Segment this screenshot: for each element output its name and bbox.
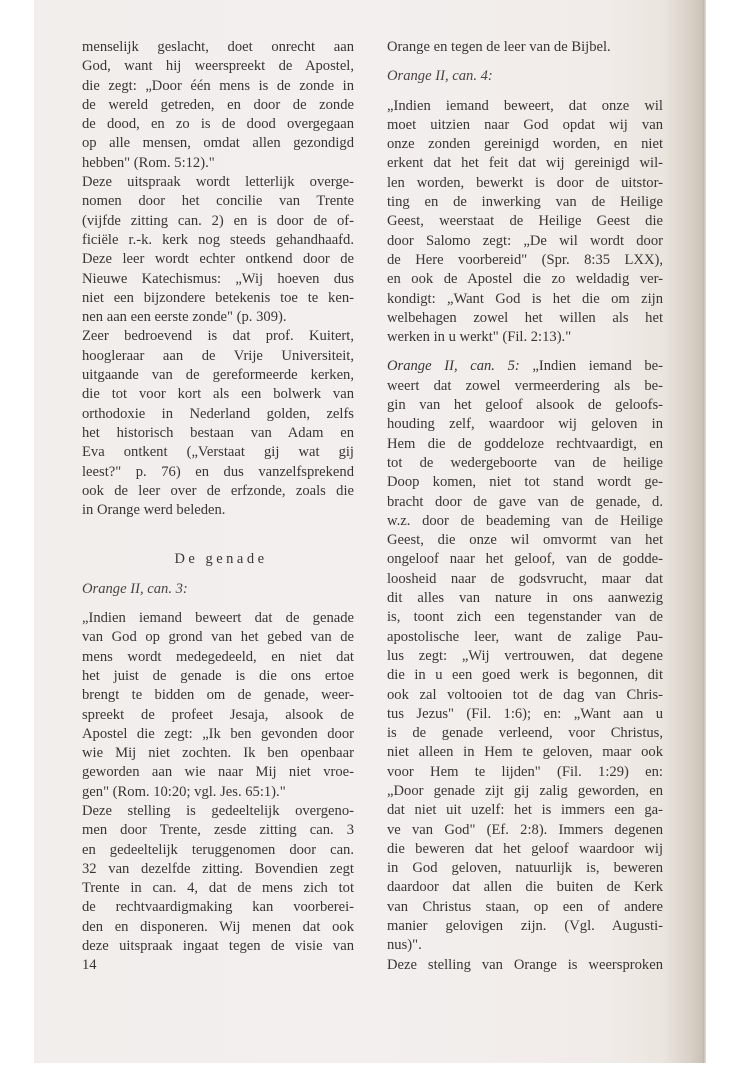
text-line: Deze uitspraak wordt letterlijk overge- [82, 174, 354, 191]
text-line: door Salomo zegt: „De wil wordt door [387, 232, 663, 249]
text-line: op alle mensen, omdat allen gezondigd [82, 135, 354, 152]
canon-label-3: Orange II, can. 3: [82, 580, 188, 597]
text-line: gen" (Rom. 10:20; vgl. Jes. 65:1)." [82, 783, 286, 800]
text-line: Eva ontkent („Verstaat gij wat gij [82, 444, 354, 461]
text-line: apostolische leer, want de zalige Pau- [387, 628, 663, 645]
text-line: daardoor dat allen die buiten de Kerk [387, 879, 663, 896]
text-line: mens wordt medegedeeld, en niet dat [82, 648, 354, 665]
text-line: van Christus staan, op een of andere [387, 898, 663, 915]
text-line: leest?" p. 76) en dus vanzelfsprekend [82, 463, 354, 480]
spacer [82, 520, 354, 550]
text-line: geworden aan wie naar Mij niet vroe- [82, 764, 354, 781]
text-line: ficiële r.-k. kerk nog steeds gehandhaafd. [82, 231, 354, 248]
text-line: het historisch bestaan van Adam en [82, 424, 354, 441]
text-line: die zegt: „Door één mens is de zonde in [82, 77, 354, 94]
text-line: ook zal voltooien tot de dag van Chris- [387, 686, 663, 703]
canon-5-first-line [387, 357, 663, 376]
spacer [387, 57, 663, 67]
text-line: spreekt de profeet Jesaja, alsook de [82, 706, 354, 723]
text-line: Orange en tegen de leer van de Bijbel. [387, 39, 611, 55]
page-number: 14 [82, 957, 97, 974]
paragraph-continuation [387, 38, 663, 57]
text-line: Zeer bedroevend is dat prof. Kuitert, [82, 328, 354, 345]
text-line: deze uitspraak ingaat tegen de visie van [82, 938, 354, 955]
canon-5-text [387, 377, 663, 956]
paragraph-original-sin [82, 38, 354, 173]
spacer [387, 87, 663, 97]
text-line: Geest, weerstaat de Heilige Geest die [387, 213, 663, 230]
text-line: Apostel die zegt: „Ik ben gevonden door [82, 725, 354, 742]
page-binding-shadow [703, 0, 706, 1063]
text-line: die beweren dat het geloof waardoor wij [387, 840, 663, 857]
text-line: ting en de inwerking van de Heilige [387, 194, 663, 211]
text-line: welbehagen zowel het willen als het [387, 309, 663, 326]
text-line: Trente in can. 4, dat de mens zich tot [82, 880, 354, 897]
text-line: w.z. door de beademing van de Heilige [387, 512, 663, 529]
text-line: niet een bijzondere betekenis toe te ken- [82, 289, 354, 306]
text-line: voor Hem te lijden" (Fil. 1:29) en: [387, 763, 663, 780]
text-line: die tot voor kort als een bolwerk van [82, 386, 354, 403]
text-line: ve van God" (Ef. 2:8). Immers degenen [387, 821, 663, 838]
text-line: „Indien iemand beweert, dat onze wil [387, 97, 663, 114]
text-line: „Indien iemand beweert dat de genade [82, 610, 354, 627]
text-line: Nieuwe Katechismus: „Wij hoeven dus [82, 270, 354, 287]
text-line: en ook de Apostel die zo weldadig ver- [387, 271, 663, 288]
text-line: den en disponeren. Wij menen dat ook [82, 918, 354, 935]
text-line: de Here voorbereid" (Spr. 8:35 LXX), [387, 251, 663, 268]
spacer [82, 570, 354, 580]
text-line: Deze stelling is gedeeltelijk overgeno- [82, 802, 354, 819]
text-line: orthodoxie in Nederland golden, zelfs [82, 405, 354, 422]
text-line: is, toont zich een tegenstander van de [387, 609, 663, 626]
spacer [387, 347, 663, 357]
text-line: de wereld getreden, en door de zonde [82, 96, 354, 113]
text-line: en gedeeltelijk teruggenomen door can. [82, 841, 354, 858]
canon-label-4: Orange II, can. 4: [387, 68, 493, 85]
text-line: tus Jezus" (Fil. 1:6); en: „Want aan u [387, 705, 663, 722]
canon-4-text [387, 97, 663, 348]
text-line: dat niet uit uzelf: het is immers een ga- [387, 802, 663, 819]
section-heading: De genade [174, 551, 268, 568]
text-line: de dood, en zo is de dood overgegaan [82, 116, 354, 133]
text-line: men door Trente, zesde zitting can. 3 [82, 822, 354, 839]
text-line: Deze stelling van Orange is weersproken [387, 956, 663, 973]
text-line: weert dat zowel vermeerdering als be- [387, 377, 663, 394]
text-line: is de genade verleend, voor Christus, [387, 725, 663, 742]
canon-label-5: Orange II, can. 5: [387, 358, 520, 375]
text-line: ongeloof naar het geloof, van de godde- [387, 551, 663, 568]
text-line: tot de wedergeboorte van de heilige [387, 454, 663, 471]
text-line: het juist de genade is die ons ertoe [82, 667, 354, 684]
text-line: Doop komen, niet tot stand wordt ge- [387, 474, 663, 491]
text-line: nus)". [387, 937, 422, 954]
text-line: houding zelf, waardoor wij geloven in [387, 416, 663, 433]
canon-5-opening: „Indien iemand be- [519, 358, 664, 375]
text-line: in God geloven, natuurlijk is, beweren [387, 860, 663, 877]
text-line: Hem die de goddeloze rechtvaardigt, en [387, 435, 663, 452]
text-line: hoogleraar aan de Vrije Universiteit, [82, 347, 354, 364]
text-line: moet uitzien naar God opdat wij van [387, 116, 663, 133]
text-line: onze zonden gereinigd worden, en niet [387, 136, 663, 153]
text-line: werken in u werkt" (Fil. 2:13)." [387, 329, 572, 346]
text-line: gin van het geloof alsook de geloofs- [387, 397, 663, 414]
text-line: van God op grond van het gebed van de [82, 629, 354, 646]
paragraph-refuted [387, 956, 663, 975]
text-line: erkent dat het feit dat wij gereinigd wil- [387, 155, 663, 172]
text-line: kondigt: „Want God is het die om zijn [387, 290, 663, 307]
text-line: lus zegt: „Wij vertrouwen, dat degene [387, 647, 663, 664]
text-line: „Door genade zijt gij zalig geworden, en [387, 782, 663, 799]
text-line: menselijk geslacht, doet onrecht aan [82, 39, 354, 55]
text-line: niet alleen in Hem te geloven, maar ook [387, 744, 663, 761]
left-column [82, 38, 354, 976]
text-line: (vijfde zitting can. 2) en is door de of- [82, 212, 354, 229]
text-line: Geest, die onze wil omvormt van het [387, 532, 663, 549]
text-line: len worden, bewerkt is door de uitstor- [387, 174, 663, 191]
paragraph-trente-adoption [82, 173, 354, 327]
text-line: ook de leer over de erfzonde, zoals die [82, 482, 354, 499]
text-line: God, want hij weerspreekt de Apostel, [82, 58, 354, 75]
text-line: loosheid naar de godsvrucht, maar dat [387, 570, 663, 587]
text-line: wie Mij niet zochten. Ik ben openbaar [82, 745, 354, 762]
paragraph-kuitert [82, 327, 354, 520]
text-line: brengt te bidden om de genade, weer- [82, 687, 354, 704]
text-line: hebben" (Rom. 5:12)." [82, 154, 215, 171]
text-line: dit alles van nature in ons aanwezig [387, 590, 663, 607]
text-line: de rechtvaardigmaking kan voorberei- [82, 899, 354, 916]
text-line: in Orange werd beleden. [82, 502, 226, 519]
text-line: die in u een goed werk is begonnen, dit [387, 667, 663, 684]
text-line: 32 van dezelfde zitting. Bovendien zegt [82, 860, 354, 877]
text-line: manier gelovigen zijn. (Vgl. Augusti- [387, 918, 663, 935]
text-line: nomen door het concilie van Trente [82, 193, 354, 210]
text-line: nen aan een eerste zonde" (p. 309). [82, 309, 287, 326]
text-line: uitgaande van de gereformeerde kerken, [82, 367, 354, 384]
canon-3-text [82, 609, 354, 802]
spacer [82, 599, 354, 609]
text-line: bracht door de gave van de genade, d. [387, 493, 663, 510]
text-line: Deze leer wordt echter ontkend door de [82, 251, 354, 268]
right-column [387, 38, 663, 975]
paragraph-trente-partial [82, 802, 354, 956]
